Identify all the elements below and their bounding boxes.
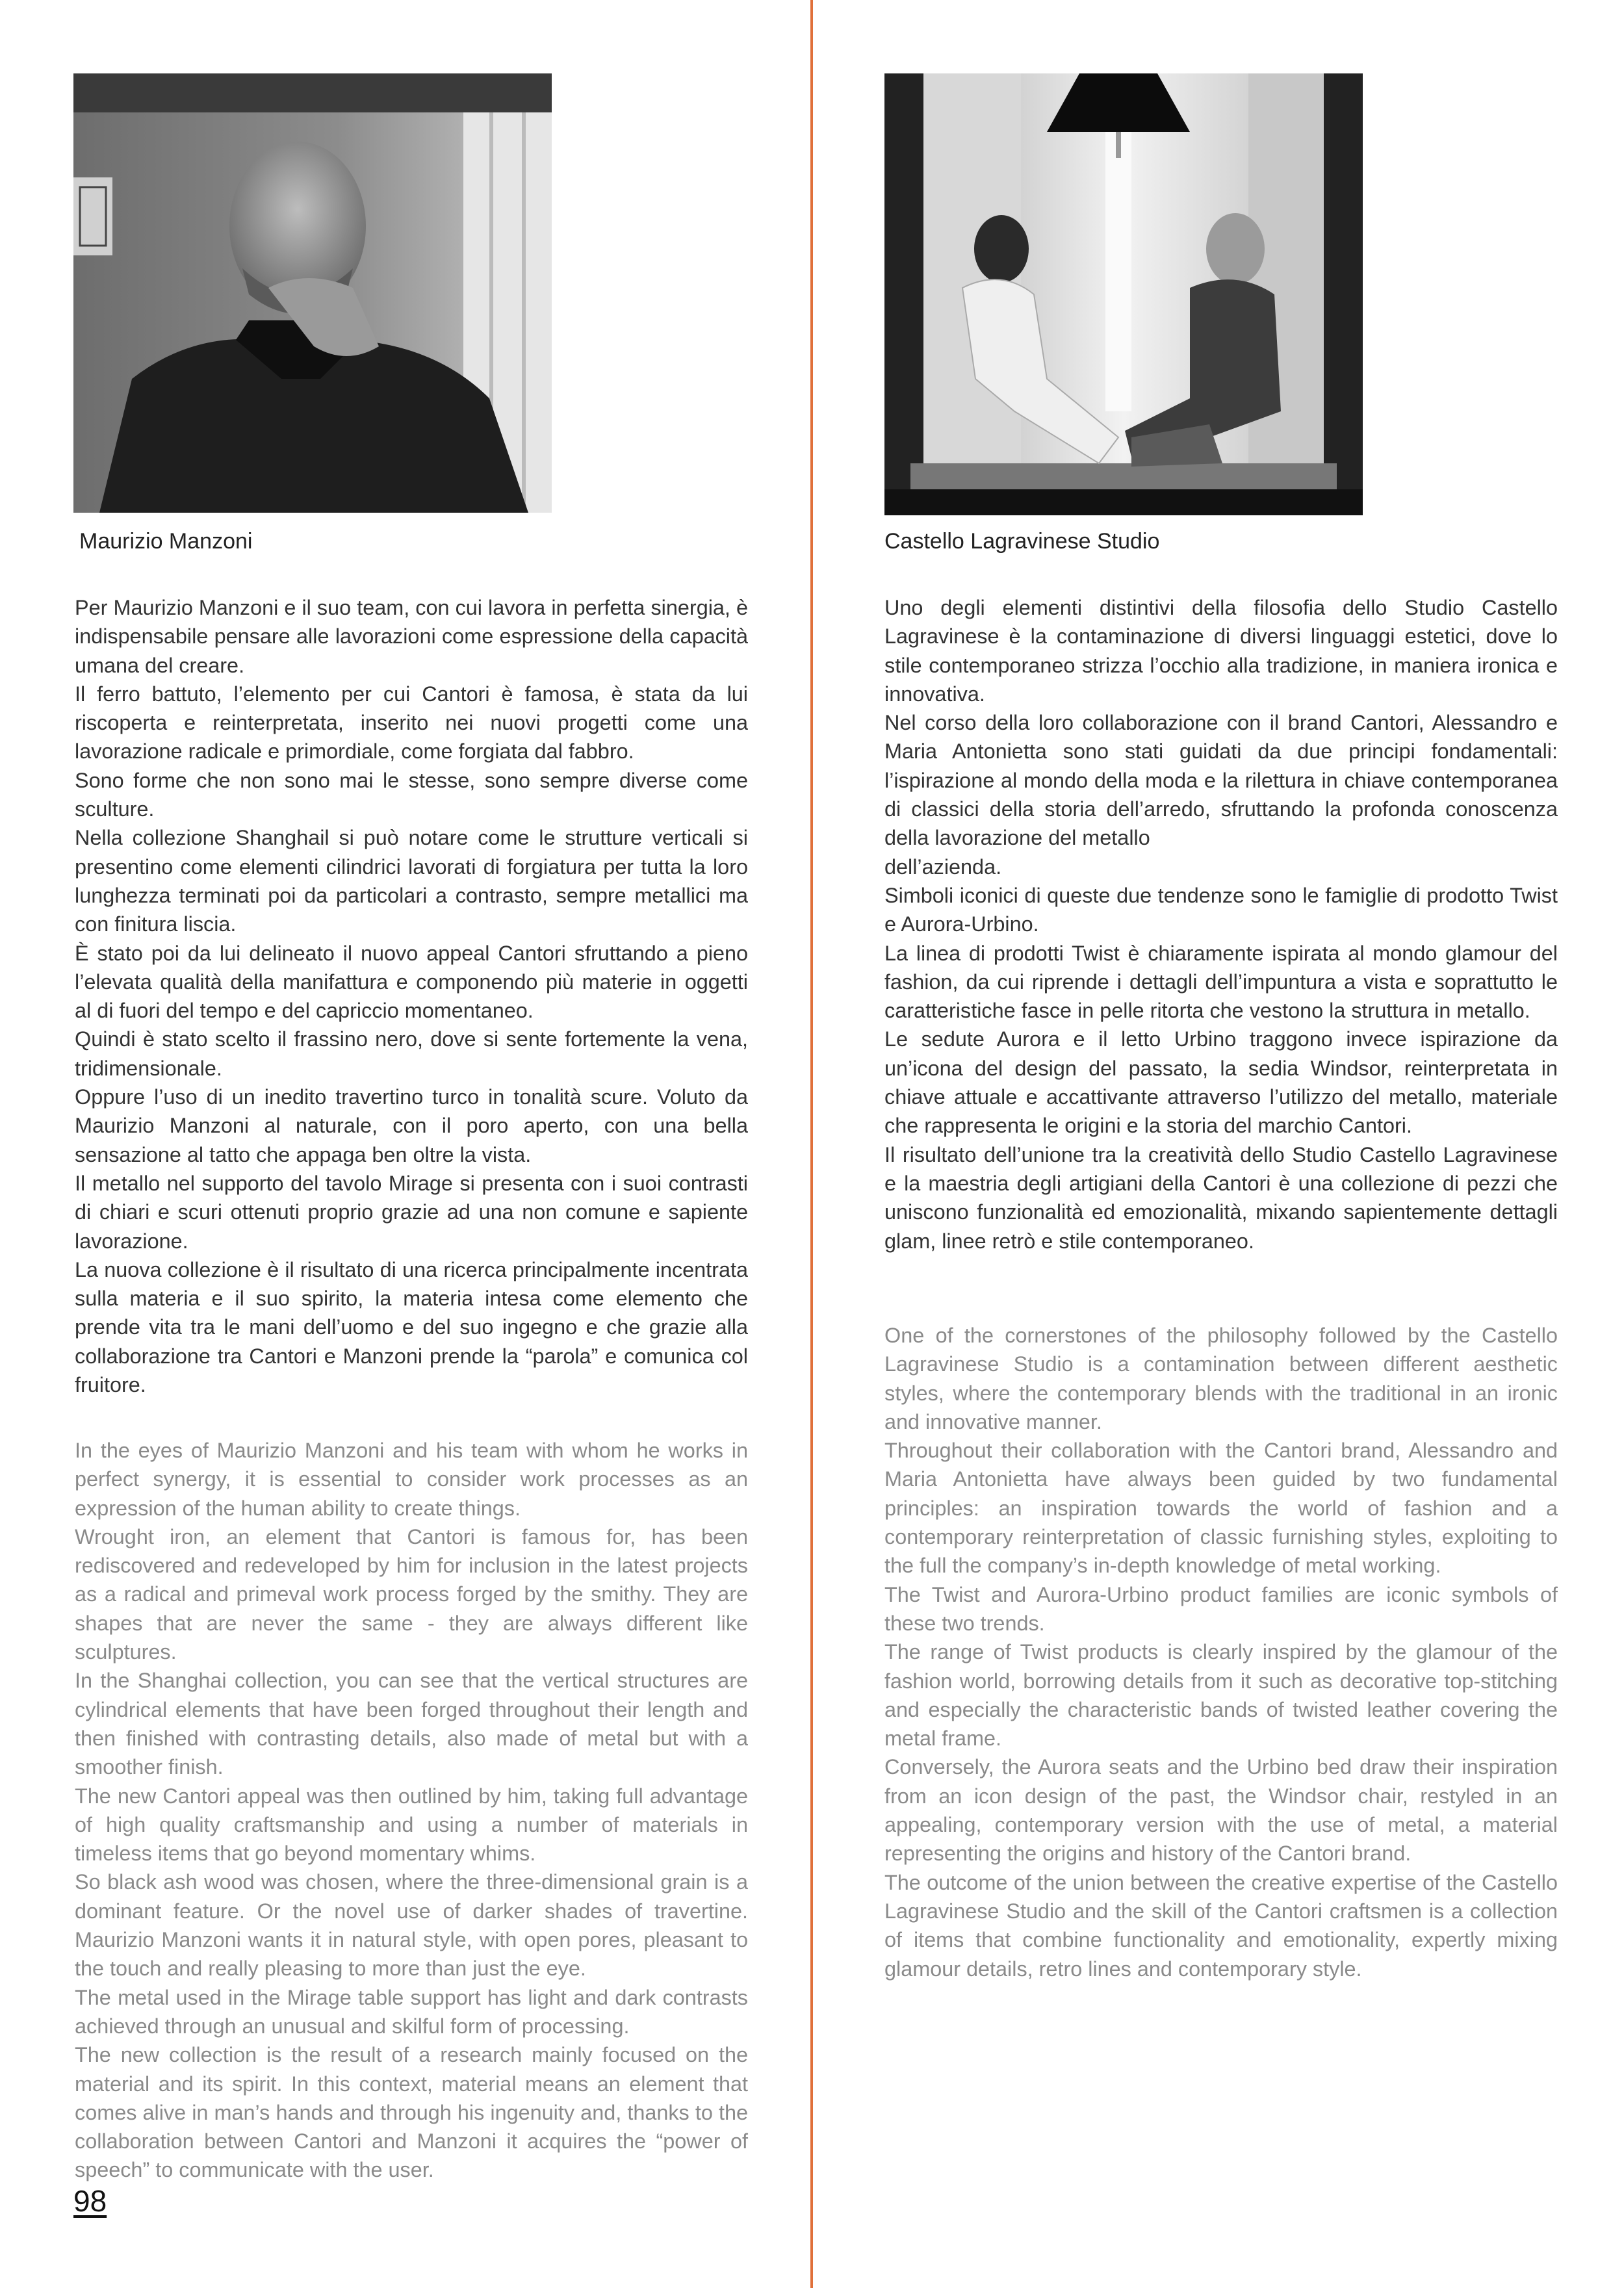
left-italian-text — [75, 593, 748, 1399]
paragraph: Le sedute Aurora e il letto Urbino traggono invece ispirazione da un’icona del design del passato, la sedia Windsor, reinterpretata in chiave attuale e accattivante attraverso l’utilizzo del metallo, materiale che rappresenta le origini e la storia del marchio Cantori. — [884, 1027, 1558, 1138]
paragraph: È stato poi da lui delineato il nuovo appeal Cantori sfruttando a pieno l’elevata qualità della manifattura e componendo più materie in oggetti al di fuori del tempo e del capriccio momentaneo. — [75, 941, 748, 1023]
paragraph: La linea di prodotti Twist è chiaramente ispirata al mondo glamour del fashion, da cui riprende i dettagli dell’impuntura a vista e soprattutto le caratteristiche fasce in pelle ritorta che vestono la struttura in metallo. — [884, 941, 1558, 1023]
paragraph: In the Shanghai collection, you can see that the vertical structures are cylindrical elements that have been forged throughout their length and then finished with contrasting details, also made of metal but with a smoother finish. — [75, 1669, 748, 1779]
paragraph: The new collection is the result of a research mainly focused on the material and its spirit. In this context, material means an element that comes alive in man’s hands and through his ingenuity and, thanks to the collaboration between Cantori and Manzoni it acquires the “power of speech” to communicate with the user. — [75, 2043, 748, 2182]
paragraph: Il metallo nel supporto del tavolo Mirage si presenta con i suoi contrasti di chiari e scuri ottenuti proprio grazie ad una non comune e sapiente lavorazione. — [75, 1171, 748, 1253]
duo-portrait-photo — [884, 73, 1363, 515]
paragraph: Per Maurizio Manzoni e il suo team, con cui lavora in perfetta sinergia, è indispensabile pensare alle lavorazioni come espressione della capacità umana del creare. — [75, 596, 748, 677]
paragraph: La nuova collezione è il risultato di una ricerca principalmente incentrata sulla materia e il suo spirito, la materia intesa come elemento che prende vita tra le mani dell’uomo e del suo ingegno e che grazie alla collaborazione tra Cantori e Manzoni prende la “parola” e comunica col fruitore. — [75, 1257, 748, 1397]
paragraph: Oppure l’uso di un inedito travertino turco in tonalità scure. Voluto da Maurizio Manzoni al naturale, con il poro aperto, con una bella sensazione al tatto che appaga ben oltre la vista. — [75, 1085, 748, 1166]
paragraph: Quindi è stato scelto il frassino nero, dove si sente fortemente la vena, tridimensionale. — [75, 1027, 748, 1080]
page-number: 98 — [73, 2184, 107, 2218]
paragraph: In the eyes of Maurizio Manzoni and his team with whom he works in perfect synergy, it is essential to consider work processes as an expression of the human ability to create things. — [75, 1439, 748, 1520]
paragraph: The outcome of the union between the creative expertise of the Castello Lagravinese Studio and the skill of the Cantori craftsmen is a collection of items that combine functionality and emotionality, expertly mixing glamour details, retro lines and contemporary style. — [884, 1870, 1558, 1981]
column-divider — [810, 0, 813, 2288]
right-italian-text — [884, 593, 1558, 1255]
right-photo-caption: Castello Lagravinese Studio — [884, 529, 1160, 554]
paragraph: Il ferro battuto, l’elemento per cui Cantori è famosa, è stata da lui riscoperta e reinterpretata, inserito nei nuovi progetti come una lavorazione radicale e primordiale, come forgiata dal fabbro. — [75, 682, 748, 764]
paragraph: dell’azienda. — [884, 855, 1002, 879]
left-photo-caption: Maurizio Manzoni — [79, 529, 253, 554]
paragraph: So black ash wood was chosen, where the three-dimensional grain is a dominant feature. Or the novel use of darker shades of travertine. Maurizio Manzoni wants it in natural style, with open pores, pleasant to the touch and really pleasing to more than just the eye. — [75, 1870, 748, 1981]
left-english-text — [75, 1436, 748, 2185]
paragraph: Sono forme che non sono mai le stesse, sono sempre diverse come sculture. — [75, 768, 748, 821]
paragraph: Wrought iron, an element that Cantori is famous for, has been rediscovered and redeveloped by him for inclusion in the latest projects as a radical and primeval work process forged by the smithy. They are shapes that are never the same - they are always different like sculptures. — [75, 1524, 748, 1664]
paragraph: The metal used in the Mirage table support has light and dark contrasts achieved through an unusual and skilful form of processing. — [75, 1985, 748, 2038]
paragraph: The range of Twist products is clearly inspired by the glamour of the fashion world, borrowing details from it such as decorative top-stitching and especially the characteristic bands of twisted leather covering the metal frame. — [884, 1640, 1558, 1751]
paragraph: The Twist and Aurora-Urbino product families are iconic symbols of these two trends. — [884, 1582, 1558, 1635]
paragraph: One of the cornerstones of the philosophy followed by the Castello Lagravinese Studio is a contamination between different aesthetic styles, where the contemporary blends with the traditional in an ironic and innovative manner. — [884, 1324, 1558, 1433]
paragraph: Uno degli elementi distintivi della filosofia dello Studio Castello Lagravinese è la contaminazione di diversi linguaggi estetici, dove lo stile contemporaneo strizza l’occhio alla tradizione, in maniera ironica e innovativa. — [884, 596, 1558, 706]
paragraph: Throughout their collaboration with the Cantori brand, Alessandro and Maria Antonietta have always been guided by two fundamental principles: an inspiration towards the world of fashion and a contemporary reinterpretation of classic furnishing styles, exploiting to the full the company’s in-depth knowledge of metal working. — [884, 1439, 1558, 1578]
paragraph: Il risultato dell’unione tra la creatività dello Studio Castello Lagravinese e la maestria degli artigiani della Cantori è una collezione di pezzi che uniscono funzionalità ed emozionalità, mixando sapientemente dettagli glam, linee retrò e stile contemporaneo. — [884, 1142, 1558, 1253]
portrait-photo — [73, 73, 552, 513]
paragraph: Nel corso della loro collaborazione con il brand Cantori, Alessandro e Maria Antonietta sono stati guidati da due principi fondamentali: l’ispirazione al mondo della moda e la rilettura in chiave contemporanea di classici della storia dell’arredo, sfruttando la profonda conoscenza della lavorazione del metallo — [884, 711, 1558, 850]
paragraph: Simboli iconici di queste due tendenze sono le famiglie di prodotto Twist e Aurora-Urbino. — [884, 883, 1558, 936]
paragraph: The new Cantori appeal was then outlined by him, taking full advantage of high quality craftsmanship and using a number of materials in timeless items that go beyond momentary whims. — [75, 1784, 748, 1866]
paragraph: Nella collezione Shanghail si può notare come le strutture verticali si presentino come elementi cilindrici lavorati di forgiatura per tutta la loro lunghezza terminati poi da particolari a contrasto, sempre metallici ma con finitura liscia. — [75, 826, 748, 936]
paragraph: Conversely, the Aurora seats and the Urbino bed draw their inspiration from an icon design of the past, the Windsor chair, restyled in an appealing, contemporary version with the use of metal, a material representing the origins and history of the Cantori brand. — [884, 1755, 1558, 1866]
right-english-text — [884, 1321, 1558, 1983]
